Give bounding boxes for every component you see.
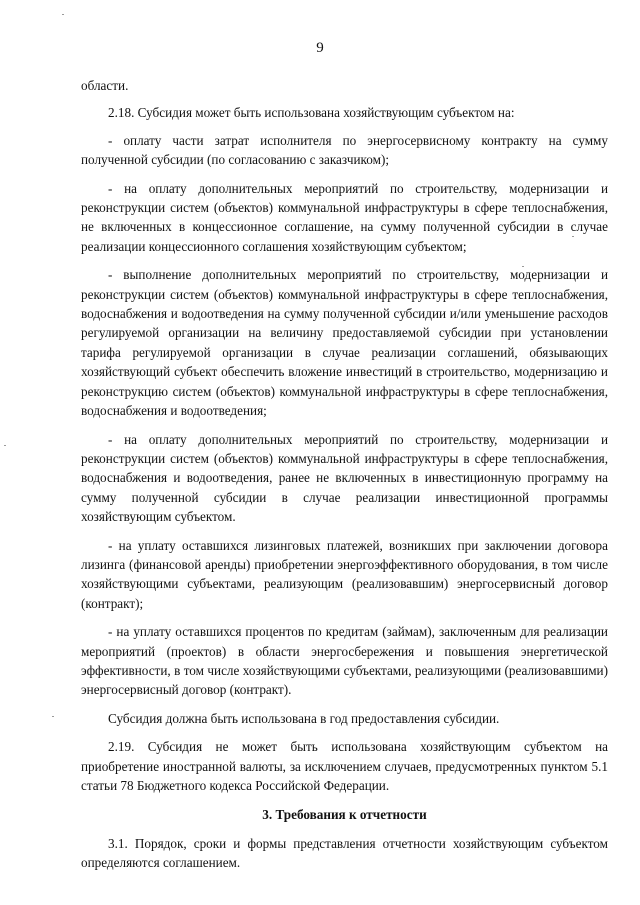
paragraph-2-19: 2.19. Субсидия не может быть использована хозяйствующим субъектом на приобретение иностранной валюты, за исключением случаев, предусмотренных пунктом 5.1 статьи 78 Бюджетного кодекса Российской Федерации.	[81, 739, 608, 793]
scan-speck	[522, 266, 524, 267]
scan-speck	[572, 236, 574, 237]
list-item-loan-interest: - на уплату оставшихся процентов по кредитам (займам), заключенным для реализации мероприятий (проектов) в области энергосбережения и повышения энергетической эффективности, в том числе хозяйствующими субъектами, реализующими (реализовавшими) энергосервисный договор (контракт).	[81, 624, 608, 698]
list-item-leasing-payments: - на уплату оставшихся лизинговых платежей, возникших при заключении договора лизинга (финансовой аренды) приобретении энергоэффективного оборудования, в том числе хозяйствующими субъектами, реализующим (реализовавшим) энергосервисный договор (контракт);	[81, 537, 608, 611]
section-3-heading: 3. Требования к отчетности	[262, 807, 427, 823]
paragraph-3-1: 3.1. Порядок, сроки и формы представления отчетности хозяйствующим субъектом определяются соглашением.	[81, 835, 608, 871]
scan-speck	[4, 445, 6, 446]
paragraph-continuation: области.	[81, 78, 129, 93]
page-number: 9	[316, 40, 324, 56]
document-body	[81, 76, 608, 873]
scan-speck	[52, 716, 54, 717]
list-item-investment-agreements: - выполнение дополнительных мероприятий по строительству, модернизации и реконструкции систем (объектов) коммунальной инфраструктуры в сфере теплоснабжения, водоснабжения и водоотведения на сумму полученной субсидии и/или уменьшение расходов регулируемой организации на величину предоставляемой субсидии при установлении тарифа регулируемой организации в случае реализации соглашений, обязывающих хозяйствующий субъект обеспечить вложение инвестиций в строительство, модернизацию и реконструкцию систем (объектов) коммунальной инфраструктуры в сфере теплоснабжения, водоснабжения и водоотведения;	[81, 267, 608, 419]
list-item-investment-program: - на оплату дополнительных мероприятий по строительству, модернизации и реконструкции систем (объектов) коммунальной инфраструктуры в сфере теплоснабжения, водоснабжения и водоотведения, ранее не включенных в инвестиционную программу на сумму полученной субсидии в случае реализации инвестиционной программы хозяйствующим субъектом.	[81, 431, 608, 525]
list-item-energy-service-contract: - оплату части затрат исполнителя по энергосервисному контракту на сумму полученной субсидии (по согласованию с заказчиком);	[81, 132, 608, 168]
list-item-concession-agreement: - на оплату дополнительных мероприятий по строительству, модернизации и реконструкции систем (объектов) коммунальной инфраструктуры в сфере теплоснабжения, не включенных в концессионное соглашение, на сумму полученной субсидии в случае реализации концессионного соглашения хозяйствующим субъектом;	[81, 180, 608, 254]
scan-speck	[62, 14, 64, 15]
paragraph-2-18: 2.18. Субсидия может быть использована хозяйствующим субъектом на:	[108, 105, 515, 121]
paragraph-subsidy-year: Субсидия должна быть использована в год предоставления субсидии.	[108, 710, 500, 726]
